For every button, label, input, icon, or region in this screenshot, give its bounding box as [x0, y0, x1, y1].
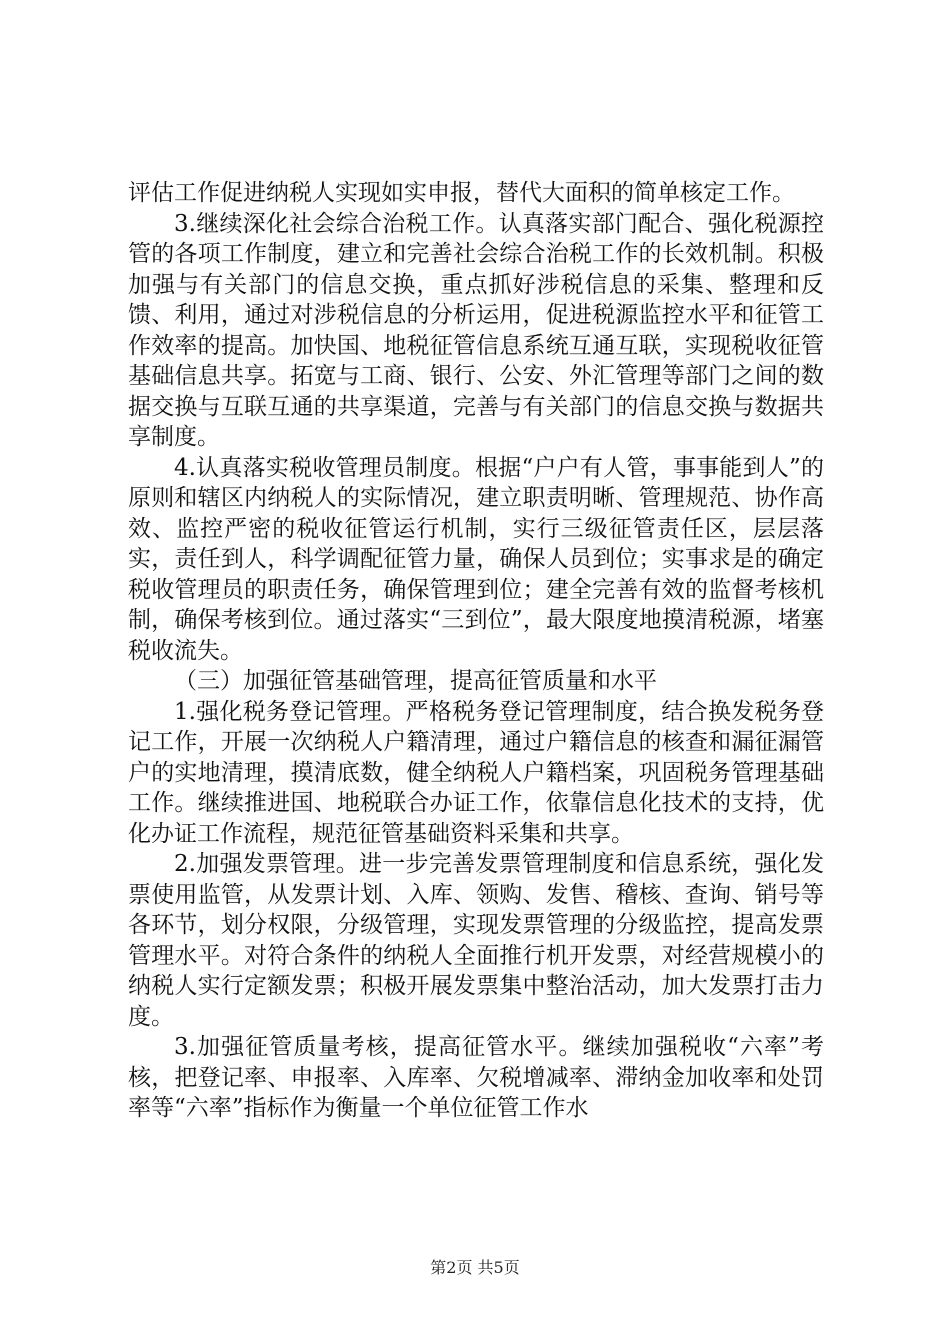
paragraph-continuation: 评估工作促进纳税人实现如实申报，替代大面积的简单核定工作。 [128, 180, 795, 206]
document-body [128, 178, 824, 1124]
paragraph-item-1-registration: 1.强化税务登记管理。严格税务登记管理制度，结合换发税务登记工作，开展一次纳税人户籍清理，通过户籍信息的核查和漏征漏管户的实地清理，摸清底数，健全纳税人户籍档案，巩固税务管理基础工作。继续推进国、地税联合办证工作，依靠信息化技术的支持，优化办证工作流程，规范征管基础资料采集和共享。 [128, 698, 824, 847]
paragraph-item-2-invoice: 2.加强发票管理。进一步完善发票管理制度和信息系统，强化发票使用监管，从发票计划、入库、领购、发售、稽核、查询、销号等各环节，划分权限，分级管理，实现发票管理的分级监控，提高发票管理水平。对符合条件的纳税人全面推行机开发票，对经营规模小的纳税人实行定额发票；积极开展发票集中整治活动，加大发票打击力度。 [128, 851, 824, 1030]
paragraph-item-4-tax-administrator: 4.认真落实税收管理员制度。根据“户户有人管，事事能到人”的原则和辖区内纳税人的实际情况，建立职责明晰、管理规范、协作高效、监控严密的税收征管运行机制，实行三级征管责任区，层层落实，责任到人，科学调配征管力量，确保人员到位；实事求是的确定税收管理员的职责任务，确保管理到位；建全完善有效的监督考核机制，确保考核到位。通过落实“三到位”，最大限度地摸清税源，堵塞税收流失。 [128, 454, 824, 664]
paragraph-item-3-social-tax: 3.继续深化社会综合治税工作。认真落实部门配合、强化税源控管的各项工作制度，建立和完善社会综合治税工作的长效机制。积极加强与有关部门的信息交换，重点抓好涉税信息的采集、整理和反馈、利用，通过对涉税信息的分析运用，促进税源监控水平和征管工作效率的提高。加快国、地税征管信息系统互通互联，实现税收征管基础信息共享。拓宽与工商、银行、公安、外汇管理等部门之间的数据交换与互联互通的共享渠道，完善与有关部门的信息交换与数据共享制度。 [128, 210, 824, 450]
section-heading-3: （三）加强征管基础管理，提高征管质量和水平 [174, 668, 657, 694]
paragraph-item-3-quality: 3.加强征管质量考核，提高征管水平。继续加强税收“六率”考核，把登记率、申报率、入库率、欠税增减率、滞纳金加收率和处罚率等“六率”指标作为衡量一个单位征管工作水 [128, 1034, 824, 1121]
page-number: 第2页 共5页 [430, 1258, 520, 1277]
page-footer [0, 1255, 950, 1278]
